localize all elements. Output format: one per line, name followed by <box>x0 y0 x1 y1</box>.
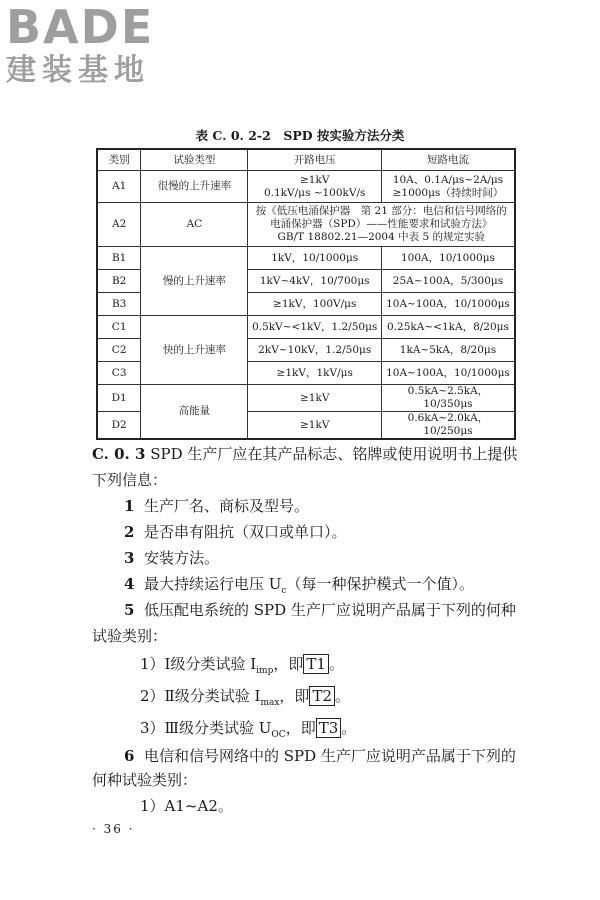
list-item-cont: 何种试验类别： <box>92 771 198 789</box>
cell-current: 0.25kA~<1kA，8/20μs <box>381 316 515 339</box>
item-number: 6 <box>124 747 135 765</box>
item-number: 2 <box>124 523 135 541</box>
cell-category: B3 <box>97 293 141 316</box>
boxed-class-label: T2 <box>309 686 335 706</box>
cell-voltage: ≥1kV 0.1kV/μs ~100kV/s <box>248 171 381 203</box>
cell-voltage: ≥1kV <box>248 412 381 440</box>
cell-voltage: ≥1kV <box>248 385 381 412</box>
boxed-class-label: T1 <box>303 654 329 674</box>
list-item <box>124 574 474 601</box>
spd-classification-table <box>96 148 516 440</box>
header-open-circuit-voltage: 开路电压 <box>248 149 381 171</box>
cell-test-type: 慢的上升速率 <box>141 247 248 316</box>
cell-test-type: 很慢的上升速率 <box>141 171 248 203</box>
table-row <box>97 385 515 412</box>
watermark-brand: BADE <box>6 0 155 54</box>
cell-merged-standard: 按《低压电涌保护器 第 21 部分：电信和信号网络的 电涌保护器（SPD）——性能要求和试验方法》 GB/T 18802.21—2004 中表 5 的规定实验 <box>248 203 515 247</box>
section-heading-line <box>92 444 517 464</box>
sub-item-tail: 。 <box>328 655 344 673</box>
cell-test-type: AC <box>141 203 248 247</box>
cell-current: 10A、0.1A/μs~2A/μs ≥1000μs（持续时间） <box>381 171 515 203</box>
item-number: 4 <box>124 575 135 593</box>
cell-current: 1kA~5kA，8/20μs <box>381 339 515 362</box>
watermark-subtitle: 建装基地 <box>6 53 150 88</box>
watermark-logo <box>6 0 155 90</box>
item-text: 电信和信号网络中的 SPD 生产厂应说明产品属于下列的 <box>143 747 516 765</box>
sub-item-text-mid: ，即 <box>279 687 310 705</box>
cell-current: 25A~100A，5/300μs <box>381 270 515 293</box>
cell-category: C1 <box>97 316 141 339</box>
cell-current: 10A~100A，10/1000μs <box>381 362 515 385</box>
cell-current: 0.6kA~2.0kA，10/250μs <box>381 412 515 440</box>
cell-category: C2 <box>97 339 141 362</box>
header-category: 类别 <box>97 149 141 171</box>
sub-item-text-mid: ，即 <box>273 655 304 673</box>
cell-category: C3 <box>97 362 141 385</box>
cell-voltage: 2kV~10kV，1.2/50μs <box>248 339 381 362</box>
item-subscript: c <box>281 586 287 596</box>
sub-item <box>140 654 344 681</box>
list-item <box>124 600 516 620</box>
sub-item-text-mid: ，即 <box>285 719 316 737</box>
cell-test-type: 高能量 <box>141 385 248 440</box>
sub-item: 1）A1~A2。 <box>140 797 233 815</box>
sub-item-subscript: imp <box>256 666 274 676</box>
item-text: 安装方法。 <box>143 549 219 567</box>
sub-item-subscript: max <box>260 698 280 708</box>
sub-item-text: 1）Ⅰ级分类试验 I <box>140 655 257 673</box>
table-row <box>97 316 515 339</box>
sub-item-tail: 。 <box>335 687 351 705</box>
item-text: 是否串有阻抗（双口或单口）。 <box>143 523 347 541</box>
sub-item-subscript: OC <box>271 730 286 740</box>
item-text: 最大持续运行电压 U <box>143 575 282 593</box>
table-caption: 表 C. 0. 2-2 SPD 按实验方法分类 <box>195 128 405 143</box>
header-test-type: 试验类型 <box>141 149 248 171</box>
cell-category: A2 <box>97 203 141 247</box>
sub-item-text: 3）Ⅲ级分类试验 U <box>140 719 272 737</box>
list-item <box>124 548 219 568</box>
cell-current: 10A~100A，10/1000μs <box>381 293 515 316</box>
cell-category: A1 <box>97 171 141 203</box>
cell-category: B2 <box>97 270 141 293</box>
sub-item <box>140 686 350 713</box>
list-item <box>124 522 347 542</box>
cell-category: D2 <box>97 412 141 440</box>
list-item <box>124 496 309 516</box>
cell-voltage: ≥1kV，1kV/μs <box>248 362 381 385</box>
item-text-tail: （每一种保护模式一个值）。 <box>286 575 474 593</box>
section-text: SPD 生产厂应在其产品标志、铭牌或使用说明书上提供 <box>150 445 518 463</box>
cell-voltage: 1kV~4kV，10/700μs <box>248 270 381 293</box>
boxed-class-label: T3 <box>316 718 342 738</box>
sub-item <box>140 718 356 745</box>
page-number: · 36 · <box>92 822 135 836</box>
section-number: C. 0. 3 <box>92 445 146 463</box>
item-number: 1 <box>124 497 135 515</box>
cell-category: B1 <box>97 247 141 270</box>
table-row <box>97 203 515 247</box>
cell-current: 100A，10/1000μs <box>381 247 515 270</box>
item-text: 低压配电系统的 SPD 生产厂应说明产品属于下列的何种 <box>143 601 516 619</box>
table-header-row <box>97 149 515 171</box>
cell-current: 0.5kA~2.5kA，10/350μs <box>381 385 515 412</box>
header-short-circuit-current: 短路电流 <box>381 149 515 171</box>
item-number: 5 <box>124 601 135 619</box>
item-number: 3 <box>124 549 135 567</box>
cell-category: D1 <box>97 385 141 412</box>
list-item <box>124 746 516 766</box>
cell-voltage: 0.5kV~<1kV，1.2/50μs <box>248 316 381 339</box>
table-row <box>97 247 515 270</box>
list-item-cont: 试验类别： <box>92 627 168 645</box>
item-text: 生产厂名、商标及型号。 <box>143 497 309 515</box>
cell-test-type: 快的上升速率 <box>141 316 248 385</box>
sub-item-tail: 。 <box>341 719 357 737</box>
table-row <box>97 171 515 203</box>
cell-voltage: 1kV，10/1000μs <box>248 247 381 270</box>
section-text-cont: 下列信息： <box>92 471 168 489</box>
cell-voltage: ≥1kV，100V/μs <box>248 293 381 316</box>
sub-item-text: 2）Ⅱ级分类试验 I <box>140 687 261 705</box>
